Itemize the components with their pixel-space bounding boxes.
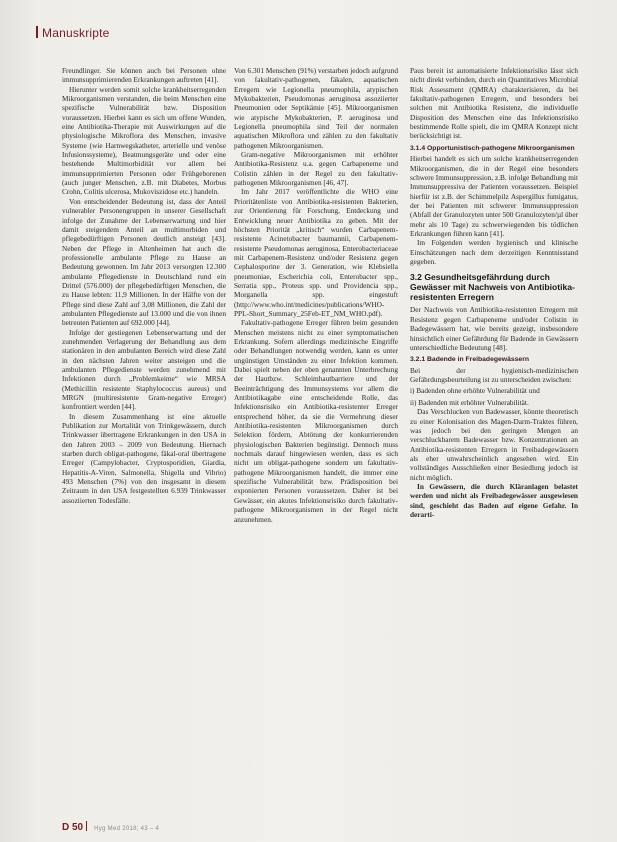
paragraph: In diesem Zusammenhang ist eine aktuelle Publikation zur Mortalität von Trinkgewässern, durch Trinkwasser übertragene Erkrankungen in den USA in den Jahren 2003 – 2009 von Bedeutung. Hiernach starben durch obligat-pathogene, fäkal-oral übertragene Erreger (Campylobacter, Cryptosporidien, Giardia, Hepatitis-A-Viren, Salmonella, Shigella und Vibrio) 493 Menschen (7%) von den insgesamt in diesem Zeitraum in den USA festgestellten 6.939 Trinkwasser assoziierten Todesfälle.	[62, 411, 226, 505]
article-columns	[0, 66, 617, 811]
paragraph: Bei der hygienisch-medizinischen Gefährdungsbeurteilung ist zu unterscheiden zwischen:	[410, 365, 578, 385]
paragraph: Von entscheidender Bedeutung ist, dass der Anteil vulnerabler Personengruppen in unserer Gesellschaft infolge der Zunahme der Lebenserwartung und hier damit steigendem Anteil an multimorbiden und pflegebedürftigen Personen deutlich ansteigt [43]. Neben der Pflege in Altenheimen hat auch die professionelle ambulante Pflege zu Hause an Bedeutung gewonnen. Im Jahr 2013 versorgten 12.300 ambulante Pflegedienste in Deutschland rund ein Drittel (576.000) der pflegebedürftigen Menschen, die zu Hause lebten: 11,9 Millionen. In der Hälfte von der Pflege sind diese Zahl auf 3,08 Millionen, die Zahl der ambulanten Pflegedienste auf 13.000 und die von ihnen betreuten Patienten auf 692.000 [44].	[62, 196, 226, 328]
paragraph-bold: In Gewässern, die durch Kläranlagen belastet werden und nicht als Freibadegewässer ausgewiesen sind, geschieht das Baden auf eigene Gefahr. In derarti-	[410, 481, 578, 519]
paragraph: Der Nachweis von Antibiotika-resistenten Erregern mit Resistenz gegen Carbapeneme und/oder Colistin in Badegewässern hat, wie bereits gezeigt, insbesondere hinsichtlich einer Gefährdung für Badende in Gewässern unterschiedliche Bedeutung [48].	[410, 305, 578, 352]
section-heading-3-2: 3.2 Gesundheitsgefährdung durch Gewässer mit Nachweis von Antibiotika-resistenten Erregern	[410, 272, 575, 303]
footer-divider	[86, 821, 87, 831]
paragraph: Im Folgenden werden hygienisch und klinische Einschätzungen nach dem derzeitigen Kenntnisstand gegeben.	[410, 238, 578, 267]
paragraph: Infolge der gestiegenen Lebenserwartung und der zunehmenden Verlagerung der Behandlung aus dem stationären in den ambulanten Bereich wird diese Zahl in den nächsten Jahren weiter ansteigen und die ambulanten Pflegedienste werden zunehmend mit Infektionen durch „Problemkeime“ wie MRSA (Methicillin resistente Staphylococcus aureus) und MRGN (multiresistente Gram-negative Erreger) konfrontiert werden [44].	[62, 327, 226, 412]
list-item: i) Badenden ohne erhöhte Vulnerabilität und	[410, 386, 540, 396]
column-1	[62, 66, 226, 811]
paragraph: Von 6.301 Menschen (91%) verstarben jedoch aufgrund von fakultativ-pathogenen, fäkalen, aquatischen Erregern wie Legionella pneumophila, atypischen Mykobakterien, Pseudomonas aeruginosa assoziierter Pneumonien oder Septikämie [45]. Mikroorganismen wie atypische Mykobakterien, P. aeruginosa und Legionella pneumophila sind Teil der normalen aquatischen Mikroflora und zählen zu den fakultativ pathogenen Mikroorganismen.	[234, 66, 398, 150]
list-item: ii) Badenden mit erhöhter Vulnerabilität.	[410, 397, 529, 407]
column-2	[234, 66, 398, 811]
journal-citation: Hyg Med 2018; 43 – 4	[94, 826, 160, 832]
section-title: Manuskripte	[42, 26, 110, 40]
section-header	[36, 26, 110, 40]
header-bar	[36, 26, 38, 38]
subsection-heading-3-1-4: 3.1.4 Opportunistisch-pathogene Mikroorganismen	[410, 144, 575, 152]
subsection-heading-3-2-1: 3.2.1 Badende in Freibadegewässern	[410, 356, 529, 364]
paragraph: Gram-negative Mikroorganismen mit erhöhter Antibiotika-Resistenz u.a. gegen Carbapeneme und Colistin zählen in der Regel zu den fakultativ-pathogenen Mikroorganismen [46, 47].	[234, 150, 398, 188]
paragraph: Paus bereit ist automatisierte Infektionsrisiko lässt sich nicht direkt verbinden, durch ein Quantitatives Microbial Risk Assessment (QMRA) charakterisieren, da bei fakultativ-pathogenen Erregern, und besonders bei solchen mit Antibiotika Resistenz, die individuelle Disposition des Menschen eine das Infektionsrisiko bestimmende Rolle spielt, die im QMRA Konzept nicht berücksichtigt ist.	[410, 66, 578, 141]
page-number: D 50	[62, 822, 84, 833]
paragraph: Fakultativ-pathogene Erreger führen beim gesunden Menschen meistens nicht zu einer symptomatischen Erkrankung. Sofern allerdings medizinische Eingriffe oder Behandlungen notwendig werden, kann es unter ungünstigen Umständen zu einer Infektion kommen. Dabei spielt neben der oben genannten Unterbrechung der Hautbzw. Schleimhautbarriere und der Beeinträchtigung des Immunsystems vor allem die Antibiotikagabe eine entscheidende Rolle, das Infektionsrisiko ein Antibiotika-resistenter Erreger entsprechend höher, da sie die Vermehrung dieser Antibiotika-resistenten Mikroorganismen durch Selektion fördern, Abtötung der konkurrierenden physiologischen Bakterien begünstigt. Dennoch muss nochmals darauf hingewiesen werden, dass es sich nicht um obligat-pathogene sondern um fakultativ-pathogene Mikroorganismen handelt, die immer eine spezifische Vulnerabilität bzw. Prädisposition bei exponierten Personen voraussetzen. Daher ist bei Gewässer, ein akutes Infektionsrisiko durch fakultativ-pathogene Mikroorganismen in der Regel nicht anzunehmen.	[234, 318, 398, 524]
page-footer	[62, 821, 159, 833]
paragraph: Im Jahr 2017 veröffentlichte die WHO eine Prioritätenliste von Antibiotika-resistenten Bakterien, zur Orientierung für Forschung, Entdeckung und Entwicklung neuer Antibiotika zu geben. Mit der höchsten Priorität „kritisch“ wurden Carbapenem-resistente Acinetobacter baumannii, Carbapenem-resistente Pseudomonas aeruginosa, Enterobacteriaceae mit Carbapenem-Resistenz und/oder Resistenz gegen Cephalosporine der 3. Generation, wie Klebsiella pneumoniae, Escherichia coli, Enterobacter spp., Serratia spp., Proteus spp. und Providencia spp., Morganella spp. eingestuft (http://www.who.int/medicines/publications/WHO-PPL-Short_Summary_25Feb-ET_NM_WHO.pdf).	[234, 187, 398, 318]
paragraph: Freundlinger. Sie können auch bei Personen ohne immunsupprimierenden Erkrankungen auftreten [41].	[62, 66, 226, 85]
paragraph: Hierunter werden somit solche krankheitserregenden Mikroorganismen verstanden, die beim Menschen eine spezifische Vulnerabilität bzw. Disposition voraussetzen. Hierbei kann es sich um offene Wunden, eine Antibiotika-Therapie mit Auswirkungen auf die physiologische Mikroflora des Menschen, invasive Systeme (wie Harnwegskatheter, arterielle und venöse Infusionssysteme), Beatmungsgeräte und oder eine bestehende Multimorbidität vor allem bei immunsupprimierten Personen oder Frühgeborenen (auch junger Menschen, z.B. mit Diabetes, Morbus Crohn, Colitis ulcerosa, Mukoviszidose etc.) handeln.	[62, 84, 226, 197]
paragraph: Das Verschlucken von Badewasser, könnte theoretisch zu einer Kolonisation des Magen-Darm-Traktes führen, was jedoch bei den geringen Mengen an verschluckbarem Badewasser bzw. Konzentrationen an Antibiotika-resistenten Erregern in Freibadegewässern als eher unwahrscheinlich angesehen wird. Ein vollständiges Ausschließen einer Besiedlung jedoch ist nicht möglich.	[410, 407, 578, 482]
paragraph: Hierbei handelt es sich um solche krankheitserregenden Mikroorganismen, die in der Regel eine besonders schwere Immunsuppression, z.B. infolge Behandlung mit Immunsuppressiva der Patienten voraussetzen. Beispiel hierfür ist z.B. der Schimmelpilz Aspergillus fumigatus, der bei Patienten mit schwerer Immunsuppression (Abfall der Granulozyten unter 500 Granulozyten/µl über mehr als 10 Tage) zu schwerwiegenden bis tödlichen Erkrankungen führen kann [41].	[410, 154, 578, 239]
column-3	[410, 66, 578, 811]
